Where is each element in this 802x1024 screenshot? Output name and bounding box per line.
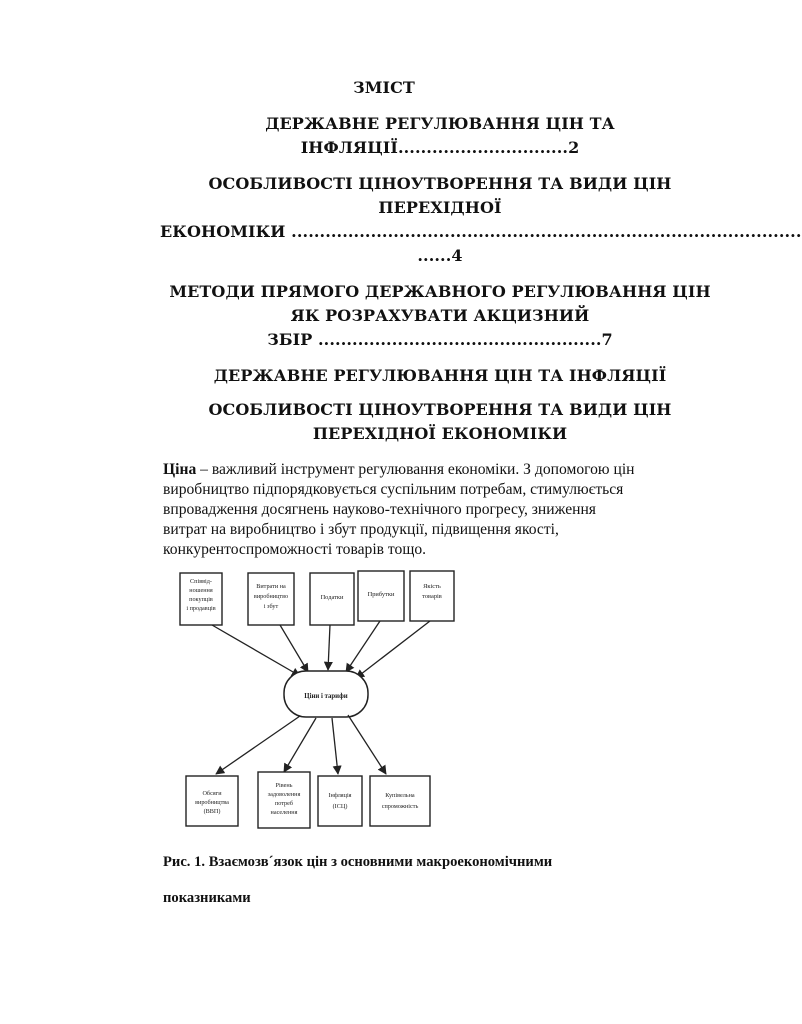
diagram-bottom-box-4 xyxy=(370,776,430,826)
toc-entry-line: ЕКОНОМІКИ .......................................................................................... xyxy=(160,222,802,241)
diagram-arrow xyxy=(348,715,386,774)
paragraph-line: витрат на виробництво і збут продукції, підвищення якості, xyxy=(163,521,559,538)
diagram-arrow xyxy=(356,621,430,678)
diagram-box-text: товарів xyxy=(422,593,442,600)
diagram-box-text: і збут xyxy=(263,603,279,610)
diagram-top-box-4 xyxy=(358,571,404,621)
toc-entry-line: ЯК РОЗРАХУВАТИ АКЦИЗНИЙ xyxy=(290,306,590,325)
diagram-center-node xyxy=(284,671,368,717)
diagram-box-text: спроможність xyxy=(381,803,419,810)
diagram-arrow xyxy=(212,625,300,676)
diagram-bottom-box-1 xyxy=(186,776,238,826)
diagram-box-text: (ІСЦ) xyxy=(332,803,348,810)
figure-caption: Рис. 1. Взаємозв´язок цін з основними макроекономічними xyxy=(163,854,553,870)
toc-entry-1[interactable] xyxy=(230,112,650,160)
toc-title: ЗМІСТ xyxy=(353,78,415,97)
diagram-box-text: потреб xyxy=(274,800,294,807)
toc-entry-line: МЕТОДИ ПРЯМОГО ДЕРЖАВНОГО РЕГУЛЮВАННЯ ЦІН xyxy=(169,282,711,301)
paragraph-line: конкурентоспроможності товарів тощо. xyxy=(163,541,427,558)
paragraph-line: виробництво підпорядковується суспільним потребам, стимулюється xyxy=(163,481,624,498)
diagram-arrow xyxy=(328,625,330,670)
section-heading-1: ДЕРЖАВНЕ РЕГУЛЮВАННЯ ЦІН ТА ІНФЛЯЦІЇ xyxy=(213,366,667,385)
diagram-bottom-box-3 xyxy=(318,776,362,826)
diagram-top-box-3 xyxy=(310,573,354,625)
diagram-box-text: Інфляція xyxy=(328,792,352,799)
paragraph-text: – важливий інструмент регулювання економіки. З допомогою цін xyxy=(196,461,635,478)
toc-entry-line: ЗБІР ..................................................7 xyxy=(267,330,613,349)
diagram-top-box-2 xyxy=(248,573,294,625)
diagram-top-box-5 xyxy=(410,571,454,621)
toc-entry-3[interactable] xyxy=(160,280,720,352)
diagram-arrow xyxy=(332,718,338,774)
diagram-arrow xyxy=(346,621,380,672)
diagram-box-text: Купівельна xyxy=(385,792,415,799)
diagram-box-text: Співвід- xyxy=(190,578,212,585)
toc-entry-line: ОСОБЛИВОСТІ ЦІНОУТВОРЕННЯ ТА ВИДИ ЦІН xyxy=(208,174,672,193)
paragraph-line: впровадження досягнень науково-технічного прогресу, зниження xyxy=(163,501,596,518)
diagram-box-text: (ВВП) xyxy=(203,808,221,815)
diagram-center-text: Ціни і тарифи xyxy=(304,693,348,700)
diagram-box-text: Прибутки xyxy=(367,591,395,598)
section-heading-2 xyxy=(160,398,720,446)
toc-entry-line: ІНФЛЯЦІЇ..............................2 xyxy=(300,138,580,157)
price-relations-diagram xyxy=(172,568,462,832)
diagram-box-text: Витрати на xyxy=(256,583,286,590)
diagram-box-text: Обсяги xyxy=(202,790,222,797)
figure-caption-continued: показниками xyxy=(163,890,251,906)
diagram-box-text: виробництва xyxy=(195,799,229,806)
body-paragraph xyxy=(163,460,723,560)
diagram-box-text: Рівень xyxy=(275,782,293,789)
diagram-box-text: і продавців xyxy=(186,605,216,612)
diagram-box-text: ношення xyxy=(189,587,213,594)
diagram-box-text: виробництво xyxy=(253,593,289,600)
paragraph-line xyxy=(163,460,723,480)
diagram-bottom-box-2 xyxy=(258,772,310,828)
section-heading-line: ОСОБЛИВОСТІ ЦІНОУТВОРЕННЯ ТА ВИДИ ЦІН xyxy=(208,400,672,419)
toc-entry-2[interactable] xyxy=(160,172,802,268)
diagram-arrow xyxy=(284,718,316,772)
diagram-top-box-1 xyxy=(180,573,222,625)
diagram-box-text: Податки xyxy=(320,594,344,601)
section-heading-line: ПЕРЕХІДНОЇ ЕКОНОМІКИ xyxy=(312,424,568,443)
diagram-box-text: покупців xyxy=(189,596,213,603)
toc-entry-line: ДЕРЖАВНЕ РЕГУЛЮВАННЯ ЦІН ТА xyxy=(265,114,615,133)
diagram-box-text: Якість xyxy=(423,583,441,590)
toc-entry-line: ПЕРЕХІДНОЇ xyxy=(378,198,502,217)
diagram-box-text: населення xyxy=(270,809,298,816)
toc-entry-line: ......4 xyxy=(417,246,463,265)
diagram-box-text: задоволення xyxy=(267,791,301,798)
diagram-arrow xyxy=(280,625,308,672)
paragraph-term: Ціна xyxy=(163,461,197,478)
